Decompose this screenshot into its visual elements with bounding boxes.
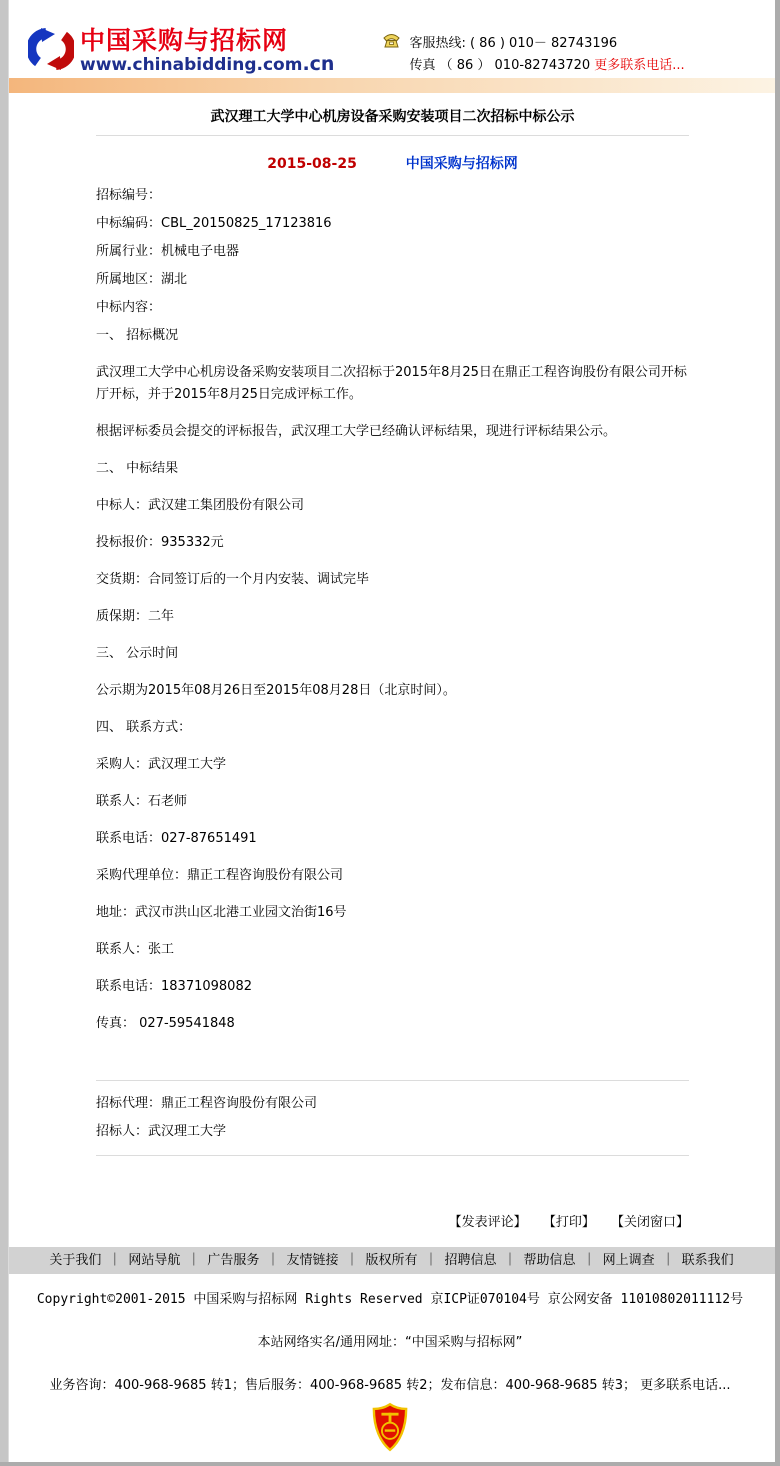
fax-row — [382, 55, 684, 76]
service-phones-line: 业务咨询：400-968-9685 转1；售后服务：400-968-9685 转2；发布信息：400-968-9685 转3； 更多联系电话... — [49, 1378, 731, 1393]
post-comment-button[interactable]: 【发表评论】 — [448, 1215, 527, 1230]
article-line-contact-person2: 联系人：张工 — [96, 942, 175, 957]
page-left-edge — [0, 0, 9, 1466]
article-line-warranty: 质保期：二年 — [96, 609, 175, 624]
nav-separator: ｜ — [108, 1253, 122, 1268]
meta-industry: 所属行业：机械电子电器 — [96, 244, 240, 259]
article-content — [96, 106, 689, 1156]
footer-nav — [8, 1247, 775, 1274]
article-meta — [96, 185, 689, 319]
nav-friend-links[interactable]: 友情链接 — [286, 1253, 339, 1268]
nav-separator: ｜ — [424, 1253, 438, 1268]
article-line-delivery: 交货期：合同签订后的一个月内安装、调试完毕 — [96, 572, 370, 587]
article-source-link[interactable]: 中国采购与招标网 — [405, 156, 518, 172]
article-line-publicity-period: 公示期为2015年08月26日至2015年08月28日（北京时间）。 — [96, 683, 456, 698]
page-right-edge — [775, 0, 780, 1466]
header-divider-bar — [8, 78, 775, 93]
agent-line: 招标代理：鼎正工程咨询股份有限公司 — [96, 1096, 318, 1111]
article-line-winner: 中标人：武汉建工集团股份有限公司 — [96, 498, 305, 513]
copyright-line: Copyright©2001-2015 中国采购与招标网 Rights Reserved 京ICP证070104号 京公网安备 11010802011112号 — [36, 1292, 744, 1307]
article-body — [96, 325, 689, 1035]
hotline-text: 客服热线: ( 86 ) 010－ 82743196 — [409, 36, 618, 51]
article-paragraph: 武汉理工大学中心机房设备采购安装项目二次招标于2015年8月25日在鼎正工程咨询股份有限公司开标厅开标，并于2015年8月25日完成评标工作。 — [96, 365, 687, 402]
page-bottom-edge — [0, 1462, 780, 1466]
title-divider — [96, 135, 689, 136]
site-header — [0, 0, 780, 78]
fax-text: 传真 （ 86 ） 010-82743720 — [409, 58, 591, 73]
nav-separator: ｜ — [661, 1253, 675, 1268]
copyright-block — [0, 1288, 780, 1393]
action-bar — [0, 1211, 689, 1230]
section-heading-publicity-time: 三、 公示时间 — [96, 646, 179, 661]
article-line-bid-price: 投标报价：935332元 — [96, 535, 224, 550]
nav-site-map[interactable]: 网站导航 — [128, 1253, 181, 1268]
logo-text — [80, 28, 334, 74]
hotline-row — [382, 32, 684, 55]
nav-separator: ｜ — [266, 1253, 280, 1268]
article-line-address: 地址：武汉市洪山区北港工业园文治街16号 — [96, 905, 347, 920]
meta-region: 所属地区：湖北 — [96, 272, 188, 287]
article-line-contact-phone2: 联系电话：18371098082 — [96, 979, 252, 994]
logo-site-url: www.chinabidding.com.cn — [80, 53, 335, 75]
nav-copyright[interactable]: 版权所有 — [365, 1253, 418, 1268]
article-line-purchaser: 采购人：武汉理工大学 — [96, 757, 227, 772]
nav-separator: ｜ — [582, 1253, 596, 1268]
nav-separator: ｜ — [187, 1253, 201, 1268]
logo-swirl-icon — [28, 26, 74, 76]
article-line-contact-phone: 联系电话：027-87651491 — [96, 831, 257, 846]
nav-online-survey[interactable]: 网上调查 — [602, 1253, 655, 1268]
nav-separator: ｜ — [503, 1253, 517, 1268]
footer-info-divider-bottom — [96, 1155, 689, 1156]
logo-site-name: 中国采购与招标网 — [80, 26, 289, 55]
section-heading-result: 二、 中标结果 — [96, 461, 179, 476]
nav-recruitment[interactable]: 招聘信息 — [444, 1253, 497, 1268]
article-line-contact-person: 联系人：石老师 — [96, 794, 188, 809]
logo-url-suffix: .cn — [302, 53, 335, 75]
article-dateline — [96, 153, 689, 173]
article-line-agency: 采购代理单位：鼎正工程咨询股份有限公司 — [96, 868, 344, 883]
nav-ad-service[interactable]: 广告服务 — [207, 1253, 260, 1268]
section-heading-overview: 一、 招标概况 — [96, 328, 179, 343]
nav-separator: ｜ — [345, 1253, 359, 1268]
more-contacts-link[interactable]: 更多联系电话... — [594, 58, 685, 73]
article-line-fax: 传真： 027-59541848 — [96, 1016, 235, 1031]
print-button[interactable]: 【打印】 — [542, 1215, 595, 1230]
site-realname-line: 本站网络实名/通用网址：“中国采购与招标网” — [257, 1335, 523, 1350]
article-footer-info — [96, 1080, 689, 1156]
section-heading-contact: 四、 联系方式： — [96, 720, 192, 735]
article-paragraph: 根据评标委员会提交的评标报告，武汉理工大学已经确认评标结果，现进行评标结果公示。 — [96, 424, 617, 439]
meta-award-content: 中标内容： — [96, 300, 162, 315]
meta-tender-number: 招标编号： — [96, 188, 162, 203]
tenderee-line: 招标人：武汉理工大学 — [96, 1124, 227, 1139]
article-date: 2015-08-25 — [267, 156, 357, 172]
certification-badge[interactable] — [0, 1402, 780, 1456]
site-logo[interactable] — [28, 26, 334, 76]
article-title: 武汉理工大学中心机房设备采购安装项目二次招标中标公示 — [210, 109, 575, 125]
close-window-button[interactable]: 【关闭窗口】 — [610, 1215, 689, 1230]
phone-icon — [382, 32, 401, 55]
meta-award-code: 中标编码：CBL_20150825_17123816 — [96, 216, 332, 231]
nav-help-info[interactable]: 帮助信息 — [523, 1253, 576, 1268]
header-contact-block — [382, 26, 684, 76]
nav-about-us[interactable]: 关于我们 — [49, 1253, 102, 1268]
nav-contact-us[interactable]: 联系我们 — [681, 1253, 734, 1268]
